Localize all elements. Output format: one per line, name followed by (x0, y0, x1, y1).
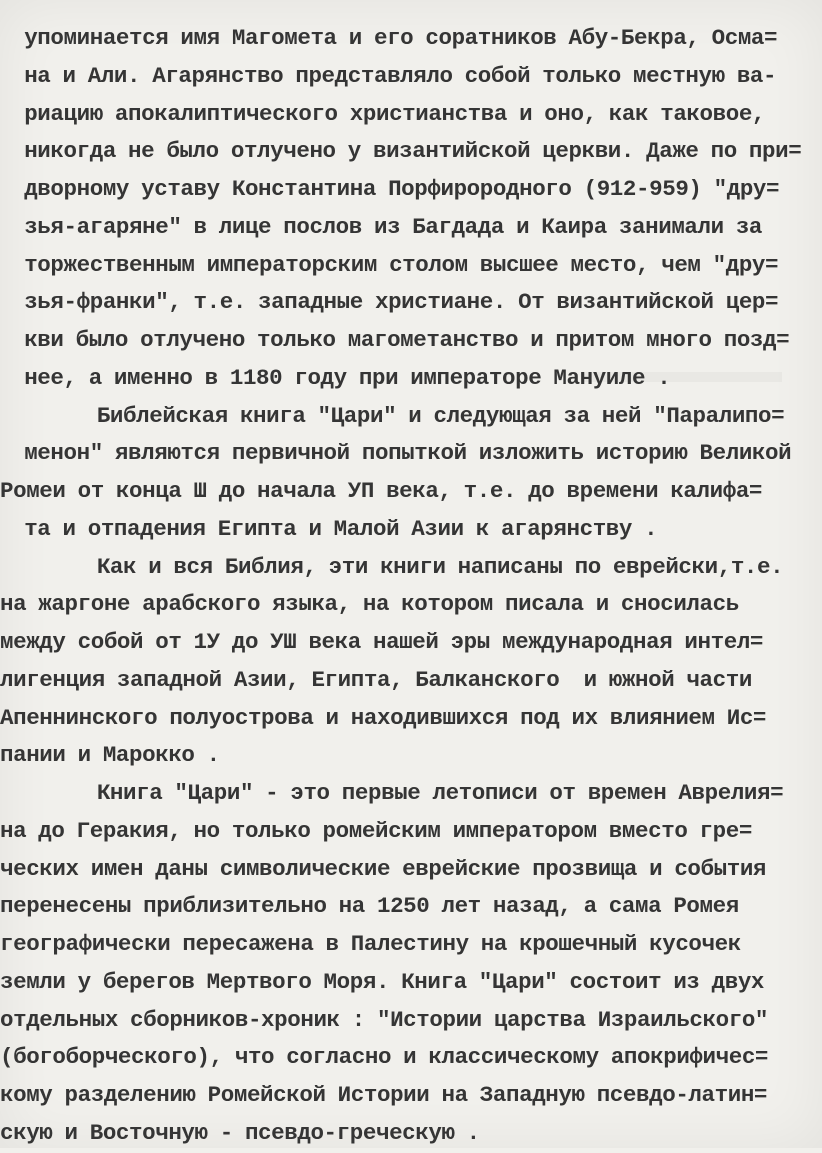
text-line-24: перенесены приблизительно на 1250 лет назад, а сама Ромея (0, 893, 739, 920)
text-line-5: дворному уставу Константина Порфирородного (912-959) "дру= (0, 176, 780, 202)
text-line-21: Книга "Цари" - это первые летописи от времен Аврелия= (0, 780, 784, 806)
text-line-7: торжественным императорским столом высшее место, чем "дру= (0, 251, 779, 278)
text-line-25: географически пересажена в Палестину на крошечный кусочек (0, 931, 741, 957)
text-line-3: риацию апокалиптического христианства и оно, как таковое, (0, 100, 766, 127)
text-line-18: лигенция западной Азии, Египта, Балканского и южной части (0, 666, 752, 693)
text-line-23: ческих имен даны символические еврейские прозвища и события (0, 855, 767, 882)
text-line-15: Как и вся Библия, эти книги написаны по еврейски,т.е. (0, 553, 784, 580)
text-line-30: скую и Восточную - псевдо-греческую . (0, 1119, 480, 1146)
text-line-22: на до Геракия, но только ромейским императором вместо гре= (0, 817, 752, 844)
text-line-8: зья-франки", т.е. западные христиане. От византийской цер= (0, 289, 779, 316)
text-line-2: на и Али. Агарянство представляло собой только местную ва- (0, 62, 777, 89)
text-line-19: Апеннинского полуострова и находившихся под их влиянием Ис= (0, 704, 767, 731)
text-line-13: Ромеи от конца Ш до начала УП века, т.е. до времени калифа= (0, 478, 763, 504)
text-line-12: менон" являются первичной попыткой изложить историю Великой (0, 440, 792, 467)
text-line-28: (богоборческого), что согласно и классическому апокрифичес= (0, 1044, 769, 1071)
text-line-16: на жаргоне арабского языка, на котором писала и сносилась (0, 591, 739, 618)
text-line-26: земли у берегов Мертвого Моря. Книга "Цари" состоит из двух (0, 968, 765, 995)
text-line-10: нее, а именно в 1180 году при императоре Мануиле . (0, 364, 671, 391)
text-line-11: Библейская книга "Цари" и следующая за ней "Паралипо= (0, 402, 785, 429)
text-line-17: между собой от 1У до УШ века нашей эры международная интел= (0, 629, 764, 655)
document-body (0, 20, 822, 1153)
text-line-4: никогда не было отлучено у византийской церкви. Даже по при= (0, 138, 802, 165)
text-line-9: кви было отлучено только магометанство и притом много позд= (0, 327, 790, 353)
text-line-14: та и отпадения Египта и Малой Азии к агарянству . (0, 515, 658, 542)
text-line-27: отдельных сборников-хроник : "Истории царства Израильского" (0, 1006, 769, 1033)
text-line-6: зья-агаряне" в лице послов из Багдада и Каира занимали за (0, 213, 763, 240)
text-line-20: пании и Марокко . (0, 742, 220, 769)
text-line-1: упоминается имя Магомета и его соратников Абу-Бекра, Осма= (0, 25, 778, 51)
text-line-29: кому разделению Ромейской Истории на Западную псевдо-латин= (0, 1082, 768, 1108)
